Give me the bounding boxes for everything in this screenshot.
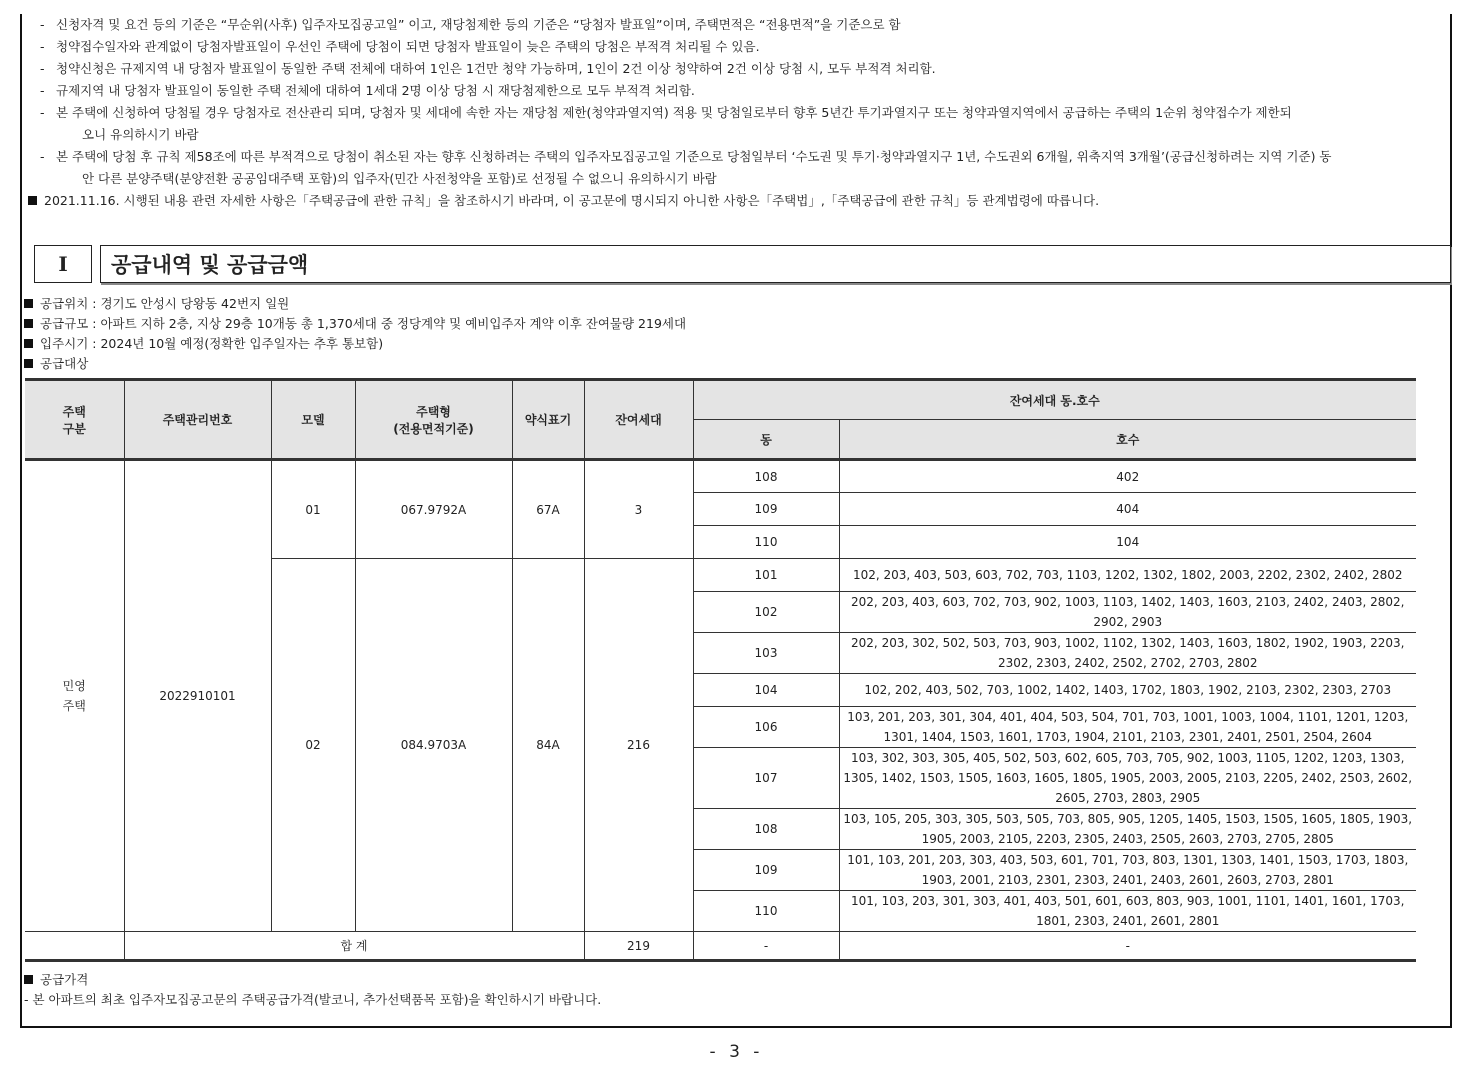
info-line: 공급규모 : 아파트 지하 2층, 지상 29층 10개동 총 1,370세대 중 정당계약 및 예비입주자 계약 이후 잔여물량 219세대 bbox=[24, 314, 686, 334]
header-housing-type: 주택형 (전용면적기준) bbox=[355, 380, 512, 460]
total-dong: - bbox=[693, 932, 839, 961]
units-cell: 101, 103, 203, 301, 303, 401, 403, 501, 601, 603, 803, 903, 1001, 1101, 1401, 1601, 1703, 1801, 2303, 2401, 2601, 2801 bbox=[839, 891, 1416, 932]
dong-cell: 107 bbox=[693, 748, 839, 809]
rule-note: 2021.11.16. 시행된 내용 관련 자세한 사항은「주택공급에 관한 규칙」을 참조하시기 바라며, 이 공고문에 명시되지 아니한 사항은「주택법」,「주택공급에 관한 규칙」등 관계법령에 따릅니다. bbox=[28, 190, 1450, 212]
units-cell: 103, 201, 203, 301, 304, 401, 404, 503, 504, 701, 703, 1001, 1003, 1004, 1101, 1201, 1203, 1301, 1404, 1503, 1601, 1703, 1904, 2101, 2103, 2301, 2401, 2501, 2504, 2604 bbox=[839, 707, 1416, 748]
dong-cell: 110 bbox=[693, 891, 839, 932]
dong-cell: 103 bbox=[693, 633, 839, 674]
units-cell: 202, 203, 302, 502, 503, 703, 903, 1002, 1102, 1302, 1403, 1603, 1802, 1902, 1903, 2203, 2302, 2303, 2402, 2502, 2702, 2703, 2802 bbox=[839, 633, 1416, 674]
square-bullet-icon bbox=[24, 359, 33, 368]
units-cell: 202, 203, 403, 603, 702, 703, 902, 1003, 1103, 1402, 1403, 1603, 2103, 2402, 2403, 2802, 2902, 2903 bbox=[839, 592, 1416, 633]
total-label: 합 계 bbox=[124, 932, 584, 961]
info-line: 공급위치 : 경기도 안성시 당왕동 42번지 일원 bbox=[24, 294, 686, 314]
housing-type-cell: 084.9703A bbox=[355, 559, 512, 932]
abbr-cell: 84A bbox=[512, 559, 584, 932]
total-row bbox=[25, 932, 1416, 961]
note-item: - 청약접수일자와 관계없이 당첨자발표일이 우선인 주택에 당첨이 되면 당첨자 발표일이 늦은 주택의 당첨은 부적격 처리될 수 있음. bbox=[40, 39, 760, 54]
total-units: - bbox=[839, 932, 1416, 961]
units-cell: 103, 105, 205, 303, 305, 503, 505, 703, 805, 905, 1205, 1405, 1503, 1505, 1605, 1805, 1903, 1905, 2003, 2105, 2203, 2305, 2403, 2505, 2603, 2703, 2705, 2805 bbox=[839, 809, 1416, 850]
square-bullet-icon bbox=[24, 339, 33, 348]
price-heading: 공급가격 bbox=[24, 970, 601, 990]
square-bullet-icon bbox=[24, 319, 33, 328]
supply-table bbox=[25, 378, 1416, 962]
remaining-cell: 216 bbox=[584, 559, 693, 932]
units-cell: 402 bbox=[839, 460, 1416, 493]
units-cell: 102, 202, 403, 502, 703, 1002, 1402, 1403, 1702, 1803, 1902, 2103, 2302, 2303, 2703 bbox=[839, 674, 1416, 707]
header-dong: 동 bbox=[693, 420, 839, 460]
note-item: - 본 주택에 당첨 후 규칙 제58조에 따른 부적격으로 당첨이 취소된 자는 향후 신청하려는 주택의 입주자모집공고일 기준으로 당첨일부터 ‘수도권 및 투기·청약과열지구 1년, 수도권외 6개월, 위축지역 3개월’(공급신청하려는 지역 기준) 동 안 다른 분양주택(분양전환 공공임대주택 포함)의 입주자(민간 사전청약을 포함)로 선정될 수 없으니 유의하시기 바람 bbox=[40, 149, 1332, 186]
info-line: 공급대상 bbox=[24, 354, 686, 374]
dong-cell: 106 bbox=[693, 707, 839, 748]
remaining-cell: 3 bbox=[584, 460, 693, 559]
table-row bbox=[25, 460, 1416, 493]
price-block bbox=[24, 970, 601, 1010]
square-bullet-icon bbox=[24, 299, 33, 308]
section-title: 공급내역 및 공급금액 bbox=[100, 245, 1451, 283]
dong-cell: 104 bbox=[693, 674, 839, 707]
price-text: - 본 아파트의 최초 입주자모집공고문의 주택공급가격(발코니, 추가선택품목 포함)을 확인하시기 바랍니다. bbox=[24, 992, 602, 1007]
header-remaining: 잔여세대 bbox=[584, 380, 693, 460]
dong-cell: 109 bbox=[693, 493, 839, 526]
square-bullet-icon bbox=[24, 975, 33, 984]
square-bullet-icon bbox=[28, 196, 37, 205]
units-cell: 102, 203, 403, 503, 603, 702, 703, 1103, 1202, 1302, 1802, 2003, 2202, 2302, 2402, 2802 bbox=[839, 559, 1416, 592]
note-item: - 신청자격 및 요건 등의 기준은 “무순위(사후) 입주자모집공고일” 이고, 재당첨제한 등의 기준은 “당첨자 발표일”이며, 주택면적은 “전용면적”을 기준으로 함 bbox=[40, 17, 901, 32]
dong-cell: 101 bbox=[693, 559, 839, 592]
info-line: 입주시기 : 2024년 10월 예정(정확한 입주일자는 추후 통보함) bbox=[24, 334, 686, 354]
header-house-type: 주택 구분 bbox=[25, 380, 124, 460]
header-units: 호수 bbox=[839, 420, 1416, 460]
header-units-group: 잔여세대 동.호수 bbox=[693, 380, 1416, 420]
note-item: - 본 주택에 신청하여 당첨될 경우 당첨자로 전산관리 되며, 당첨자 및 세대에 속한 자는 재당첨 제한(청약과열지역) 적용 및 당첨일로부터 향후 5년간 투기과열지구 또는 청약과열지역에서 공급하는 주택의 1순위 청약접수가 제한되 오니 유의하시기 바람 bbox=[40, 105, 1292, 142]
model-cell: 01 bbox=[271, 460, 355, 559]
dong-cell: 108 bbox=[693, 809, 839, 850]
units-cell: 103, 302, 303, 305, 405, 502, 503, 602, 605, 703, 705, 902, 1003, 1105, 1202, 1203, 1303, 1305, 1402, 1503, 1505, 1603, 1605, 1805, 1905, 2003, 2005, 2103, 2205, 2402, 2503, 2602, 2605, 2703, 2803, 2905 bbox=[839, 748, 1416, 809]
model-cell: 02 bbox=[271, 559, 355, 932]
dong-cell: 108 bbox=[693, 460, 839, 493]
note-item: - 규제지역 내 당첨자 발표일이 동일한 주택 전체에 대하여 1세대 2명 이상 당첨 시 재당첨제한으로 모두 부적격 처리함. bbox=[40, 83, 695, 98]
dong-cell: 110 bbox=[693, 526, 839, 559]
units-cell: 104 bbox=[839, 526, 1416, 559]
units-cell: 404 bbox=[839, 493, 1416, 526]
units-cell: 101, 103, 201, 203, 303, 403, 503, 601, 701, 703, 803, 1301, 1303, 1401, 1503, 1703, 1803, 1903, 2001, 2103, 2301, 2303, 2401, 2403, 2601, 2603, 2703, 2801 bbox=[839, 850, 1416, 891]
header-model: 모델 bbox=[271, 380, 355, 460]
house-type-cell: 민영 주택 bbox=[25, 460, 124, 932]
dong-cell: 109 bbox=[693, 850, 839, 891]
housing-type-cell: 067.9792A bbox=[355, 460, 512, 559]
header-abbr: 약식표기 bbox=[512, 380, 584, 460]
header-mgmt-no: 주택관리번호 bbox=[124, 380, 271, 460]
abbr-cell: 67A bbox=[512, 460, 584, 559]
supply-info bbox=[24, 294, 686, 374]
dong-cell: 102 bbox=[693, 592, 839, 633]
note-item: - 청약신청은 규제지역 내 당첨자 발표일이 동일한 주택 전체에 대하여 1인은 1건만 청약 가능하며, 1인이 2건 이상 청약하여 2건 이상 당첨 시, 모두 부적격 처리함. bbox=[40, 61, 936, 76]
mgmt-no-cell: 2022910101 bbox=[124, 460, 271, 932]
notes-block bbox=[28, 14, 1450, 212]
page-number: - 3 - bbox=[709, 1042, 764, 1062]
section-number: I bbox=[34, 245, 92, 283]
total-remaining: 219 bbox=[584, 932, 693, 961]
